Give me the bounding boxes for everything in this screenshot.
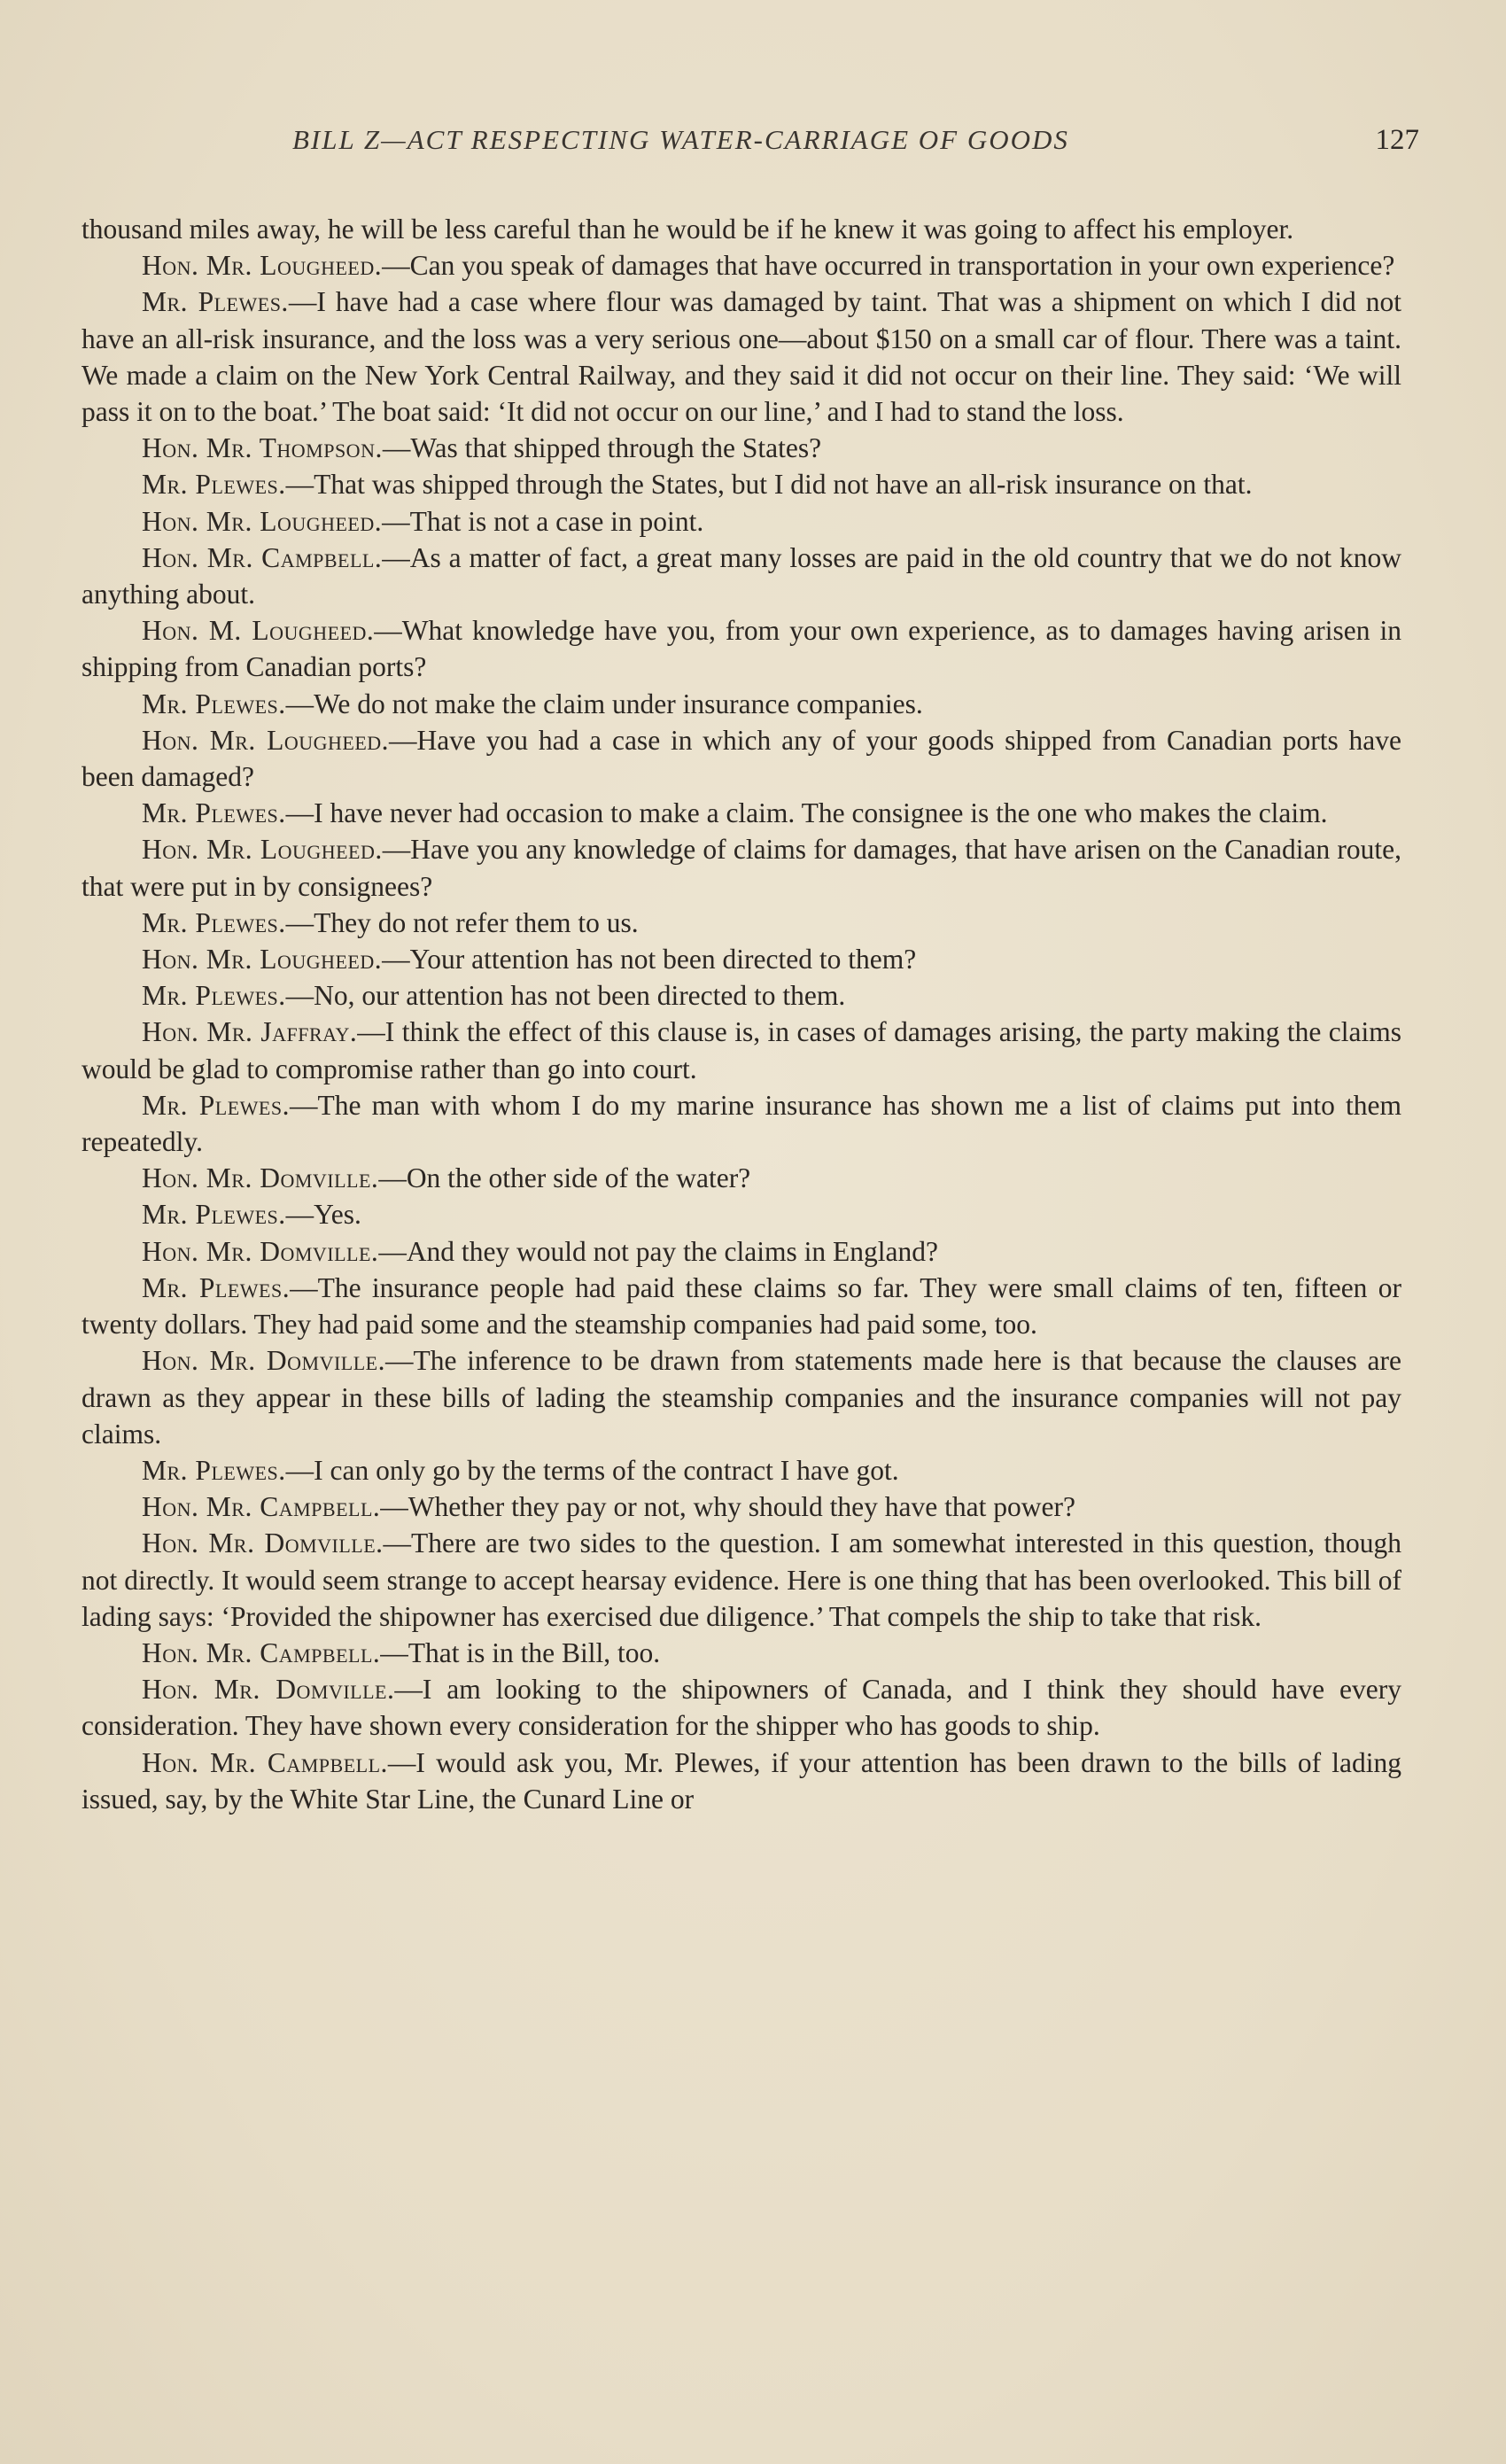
speech-text: —I have never had occasion to make a claim. The consignee is the one who makes the claim.	[285, 797, 1328, 829]
speaker-name: Hon. Mr. Campbell.	[142, 1491, 381, 1523]
speaker-name: Hon. Mr. Lougheed.	[142, 250, 383, 282]
paragraph	[82, 1452, 1401, 1489]
speaker-name: Hon. Mr. Jaffray.	[142, 1016, 358, 1048]
paragraph	[82, 430, 1401, 466]
speech-text: —What knowledge have you, from your own experience, as to damages having arisen in shipping from Canadian ports?	[82, 615, 1401, 683]
paragraph	[82, 722, 1401, 795]
speech-text: —Have you any knowledge of claims for damages, that have arisen on the Canadian route, that were put in by consignees?	[82, 834, 1402, 902]
paragraph	[82, 686, 1401, 722]
speaker-name: Mr. Plewes.	[142, 688, 286, 719]
speaker-name: Hon. Mr. Domville.	[142, 1527, 384, 1559]
speech-text: —That is not a case in point.	[382, 505, 704, 537]
speech-text: —We do not make the claim under insurance companies.	[285, 688, 923, 719]
speech-text: —I think the effect of this clause is, in cases of damages arising, the party making the claims would be glad to compromise rather than go into court.	[82, 1016, 1401, 1084]
paragraph	[82, 1342, 1401, 1452]
speech-text: —Your attention has not been directed to them?	[382, 944, 917, 975]
paragraph	[82, 612, 1401, 685]
speech-text: —No, our attention has not been directed to them.	[285, 980, 846, 1012]
speech-text: —I would ask you, Mr. Plewes, if your attention has been drawn to the bills of lading issued, say, by the White Star Line, the Cunard Line or	[82, 1746, 1402, 1815]
paragraph	[82, 1160, 1401, 1196]
speech-text: —Yes.	[285, 1199, 361, 1231]
speech-text: —There are two sides to the question. I am somewhat interested in this question, though not directly. It would seem strange to accept hearsay evidence. Here is one thing that has been overlooked. This bill of lading says: ‘Provided the shipowner has exercised due diligence.’ That compels the ship to take that risk.	[82, 1527, 1401, 1632]
speaker-name: Hon. Mr. Lougheed.	[142, 505, 383, 537]
speech-text: —I can only go by the terms of the contract I have got.	[285, 1454, 899, 1486]
speaker-name: Hon. Mr. Campbell.	[142, 541, 383, 573]
page-number: 127	[1375, 124, 1419, 156]
body-text	[82, 211, 1401, 1817]
paragraph	[82, 1270, 1401, 1342]
speaker-name: Hon. Mr. Thompson.	[142, 432, 383, 464]
speech-text: —And they would not pay the claims in England?	[378, 1235, 938, 1267]
paragraph	[82, 977, 1401, 1014]
paragraph	[82, 1745, 1401, 1817]
speaker-name: Mr. Plewes.	[142, 1271, 291, 1303]
speaker-name: Mr. Plewes.	[142, 1089, 290, 1121]
speaker-name: Hon. Mr. Domville.	[142, 1162, 379, 1194]
paragraph	[82, 284, 1401, 430]
paragraph	[82, 1525, 1401, 1635]
speech-text: —The man with whom I do my marine insurance has shown me a list of claims put into them repeatedly.	[82, 1089, 1401, 1158]
speech-text: —As a matter of fact, a great many losses are paid in the old country that we do not know anything about.	[82, 541, 1401, 610]
speaker-name: Hon. Mr. Campbell.	[142, 1636, 381, 1668]
paragraph	[82, 1014, 1401, 1086]
paragraph	[82, 941, 1401, 977]
speech-text: —Have you had a case in which any of your goods shipped from Canadian ports have been damaged?	[82, 724, 1402, 793]
speaker-name: Mr. Plewes.	[142, 469, 286, 501]
speech-text: —That is in the Bill, too.	[380, 1636, 661, 1668]
speaker-name: Hon. Mr. Domville.	[142, 1674, 395, 1706]
speech-text: —The insurance people had paid these claims so far. They were small claims of ten, fifteen or twenty dollars. They had paid some and the steamship companies had paid some, too.	[82, 1271, 1401, 1341]
speaker-name: Mr. Plewes.	[142, 797, 286, 829]
speaker-name: Mr. Plewes.	[142, 286, 289, 318]
speaker-name: Mr. Plewes.	[142, 980, 286, 1012]
paragraph	[82, 247, 1401, 284]
speaker-name: Mr. Plewes.	[142, 1454, 286, 1486]
speaker-name: Hon. Mr. Campbell.	[142, 1746, 388, 1778]
speaker-name: Hon. Mr. Domville.	[142, 1345, 385, 1377]
speaker-name: Hon. Mr. Domville.	[142, 1235, 379, 1267]
speaker-name: Mr. Plewes.	[142, 906, 286, 938]
paragraph	[82, 1671, 1401, 1744]
paragraph	[82, 466, 1401, 502]
paragraph	[82, 905, 1401, 941]
running-header	[80, 124, 1419, 168]
running-title: BILL Z—ACT RESPECTING WATER-CARRIAGE OF GOODS	[292, 124, 1069, 155]
paragraph	[82, 1233, 1401, 1270]
paragraph	[82, 1196, 1401, 1232]
paragraph	[82, 1087, 1401, 1160]
speech-text: —Can you speak of damages that have occurred in transportation in your own experience?	[382, 250, 1395, 282]
speaker-name: Hon. M. Lougheed.	[142, 615, 375, 647]
speech-text: —Whether they pay or not, why should they have that power?	[380, 1491, 1075, 1523]
paragraph	[82, 503, 1401, 540]
speech-text: —That was shipped through the States, but I did not have an all-risk insurance on that.	[285, 469, 1253, 501]
speech-text: —The inference to be drawn from statements made here is that because the clauses are drawn as they appear in these bills of lading the steamship companies and the insurance companies will not pay claims.	[82, 1345, 1401, 1450]
speaker-name: Hon. Mr. Lougheed.	[142, 944, 383, 975]
paragraph: thousand miles away, he will be less careful than he would be if he knew it was going to affect his employer.	[82, 214, 1294, 245]
speech-text: —On the other side of the water?	[378, 1162, 751, 1194]
speech-text: —I am looking to the shipowners of Canada, and I think they should have every consideration. They have shown every consideration for the shipper who has goods to ship.	[82, 1674, 1401, 1742]
paragraph	[82, 1489, 1401, 1525]
speaker-name: Hon. Mr. Lougheed.	[142, 724, 390, 756]
paragraph	[82, 1635, 1401, 1671]
paragraph	[82, 831, 1401, 904]
speech-text: —I have had a case where flour was damaged by taint. That was a shipment on which I did not have an all-risk insurance, and the loss was a very serious one—about $150 on a small car of flour. There was a taint. We made a claim on the New York Central Railway, and they said it did not occur on their line. They said: ‘We will pass it on to the boat.’ The boat said: ‘It did not occur on our line,’ and I had to stand the loss.	[82, 286, 1401, 428]
speaker-name: Hon. Mr. Lougheed.	[142, 834, 383, 866]
speech-text: —They do not refer them to us.	[285, 906, 639, 938]
speaker-name: Mr. Plewes.	[142, 1199, 286, 1231]
paragraph	[82, 540, 1401, 612]
speech-text: —Was that shipped through the States?	[382, 432, 822, 464]
paragraph	[82, 795, 1401, 831]
